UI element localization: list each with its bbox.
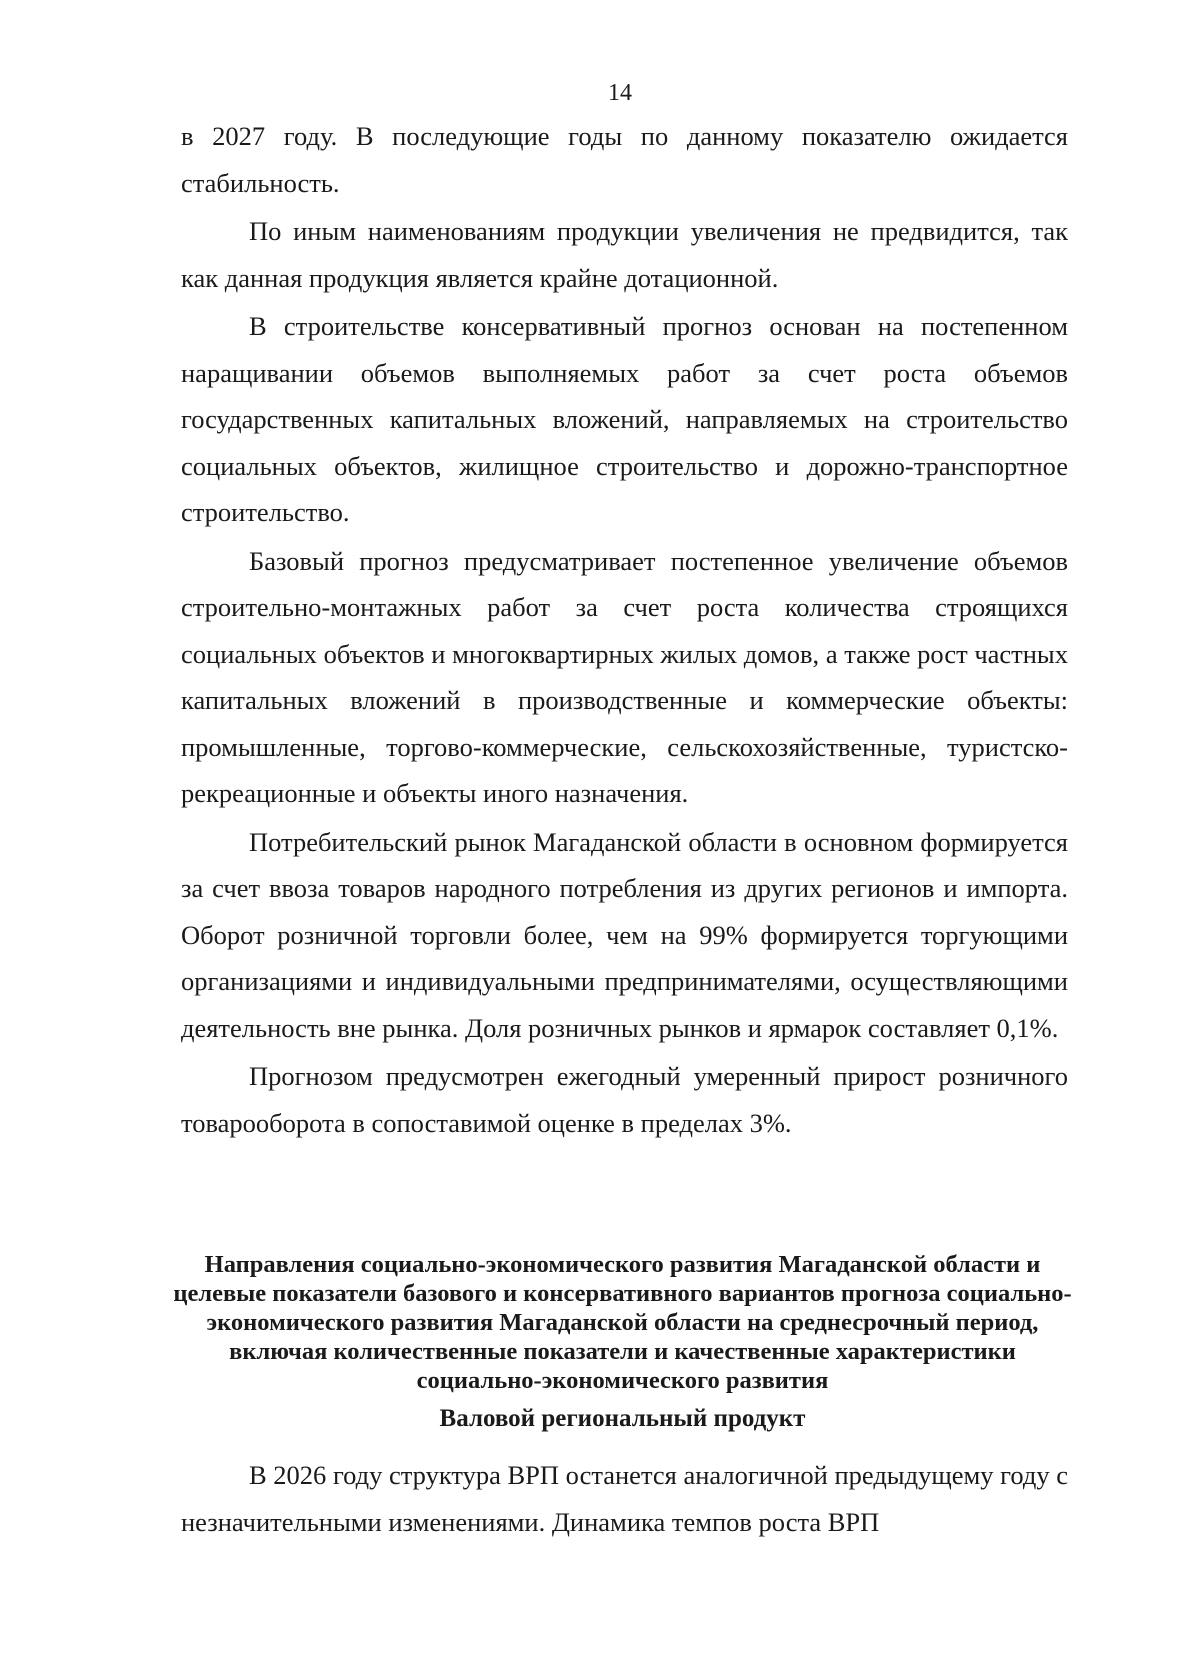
body-text — [181, 113, 1068, 1148]
paragraph-retail-growth: Прогнозом предусмотрен ежегодный умеренный прирост розничного товарооборота в сопоставимой оценке в пределах 3%. — [181, 1061, 1068, 1138]
paragraph-consumer-market: Потребительский рынок Магаданской области в основном формируется за счет ввоза товаров народного потребления из других регионов и импорта. Оборот розничной торговли более, чем на 99% формируется торгующими организациями и индивидуальными предпринимателями, осуществляющими деятельность вне рынка. Доля розничных рынков и ярмарок составляет 0,1%. — [181, 826, 1068, 1043]
paragraph-construction-conservative: В строительстве консервативный прогноз основан на постепенном наращивании объемов выполняемых работ за счет роста объемов государственных капитальных вложений, направляемых на строительство социальных объектов, жилищное строительство и дорожно-транспортное строительство. — [181, 311, 1068, 527]
paragraph-construction-base: Базовый прогноз предусматривает постепенное увеличение объемов строительно-монтажных работ за счет роста количества строящихся социальных объектов и многоквартирных жилых домов, а также рост частных капитальных вложений в производственные и коммерческие объекты: промышленные, торгово-коммерческие, сельскохозяйственные, туристско-рекреационные и объекты иного назначения. — [181, 545, 1068, 808]
paragraph-other-products: По иным наименованиям продукции увеличения не предвидится, так как данная продукция является крайне дотационной. — [181, 216, 1068, 293]
section-heading: Направления социально-экономического развития Магаданской области и целевые показатели базового и консервативного вариантов прогноза социально-экономического развития Магаданской области на среднесрочный период, включая количественные показатели и качественные характеристики социально-экономического развития — [173, 1251, 1072, 1394]
page-number: 14 — [608, 80, 632, 106]
body-text-continued — [181, 1452, 1068, 1546]
paragraph-grp-structure: В 2026 году структура ВРП останется аналогичной предыдущему году с незначительными изменениями. Динамика темпов роста ВРП — [181, 1460, 1068, 1537]
sub-heading: Валовой региональный продукт — [439, 1405, 806, 1432]
paragraph-continuation: в 2027 году. В последующие годы по данному показателю ожидается стабильность. — [181, 121, 1068, 198]
